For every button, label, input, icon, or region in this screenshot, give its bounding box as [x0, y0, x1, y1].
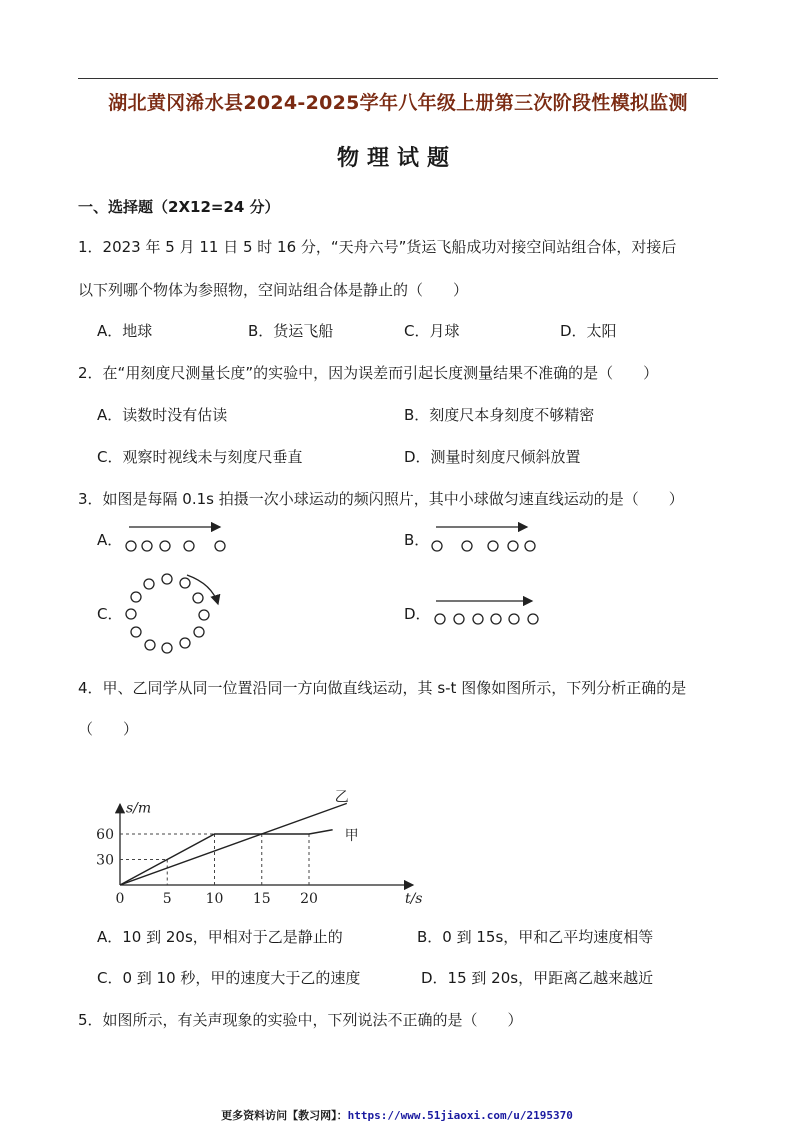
q2-option-b[interactable]: B．刻度尺本身刻度不够精密 — [404, 406, 595, 424]
y-tick-label: 60 — [96, 827, 114, 843]
q5-stem: 5．如图所示，有关声现象的实验中，下列说法不正确的是（ ） — [78, 1011, 523, 1029]
x-tick-label: 15 — [252, 891, 271, 907]
q3-option-a-label[interactable]: A． — [97, 531, 123, 549]
x-tick-label: 0 — [115, 891, 125, 907]
q3-option-c-label[interactable]: C． — [97, 605, 123, 623]
series-line-jia — [120, 830, 333, 885]
q4-stem-line1: 4．甲、乙同学从同一位置沿同一方向做直线运动，其 s-t 图像如图所示，下列分析正确的是 — [78, 679, 687, 697]
x-tick-label: 5 — [162, 891, 172, 907]
exam-banner: 湖北黄冈浠水县2024-2025学年八年级上册第三次阶段性模拟监测 — [108, 92, 688, 114]
q2-option-a[interactable]: A．读数时没有估读 — [97, 406, 228, 424]
series-label: 乙 — [334, 789, 349, 806]
series-label: 甲 — [344, 827, 359, 844]
footer-link[interactable]: https://www.51jiaoxi.com/u/2195370 — [347, 1109, 573, 1122]
q4-stem-line2: （ ） — [78, 720, 139, 738]
page-title: 物理试题 — [336, 145, 457, 171]
x-tick-label: 20 — [300, 891, 318, 907]
q4-option-a[interactable]: A．10 到 20s，甲相对于乙是静止的 — [97, 928, 343, 946]
series-line-yi — [120, 803, 347, 885]
q3-option-d-label[interactable]: D． — [404, 605, 431, 623]
section-heading: 一、选择题（2X12=24 分） — [78, 198, 280, 216]
q2-stem: 2．在“用刻度尺测量长度”的实验中，因为误差而引起长度测量结果不准确的是（ ） — [78, 364, 659, 382]
x-tick-label: 10 — [205, 891, 224, 907]
footer-prefix: 更多资料访问【教习网】： — [221, 1109, 348, 1122]
x-axis-label: t/s — [404, 891, 423, 907]
q4-option-c[interactable]: C．0 到 10 秒，甲的速度大于乙的速度 — [97, 969, 361, 987]
y-tick-label: 30 — [96, 852, 114, 869]
q1-option-a[interactable]: A．地球 — [97, 322, 153, 340]
y-axis-label: s/m — [126, 800, 152, 817]
q4-option-d[interactable]: D．15 到 20s，甲距离乙越来越近 — [421, 969, 654, 987]
q1-stem-line1: 1．2023 年 5 月 11 日 5 时 16 分，“天舟六号”货运飞船成功对接空间站组合体，对接后 — [78, 238, 677, 256]
q2-option-d[interactable]: D．测量时刻度尺倾斜放置 — [404, 448, 581, 466]
q1-stem-line2: 以下列哪个物体为参照物，空间站组合体是静止的（ ） — [78, 281, 469, 299]
q1-option-c[interactable]: C．月球 — [404, 322, 460, 340]
q1-option-b[interactable]: B．货运飞船 — [248, 322, 334, 340]
q2-option-c[interactable]: C．观察时视线未与刻度尺垂直 — [97, 448, 303, 466]
q4-option-b[interactable]: B．0 到 15s，甲和乙平均速度相等 — [417, 928, 654, 946]
footer — [0, 1107, 794, 1123]
q3-option-b-label[interactable]: B． — [404, 531, 430, 549]
q1-option-d[interactable]: D．太阳 — [560, 322, 617, 340]
q3-stem: 3．如图是每隔 0.1s 拍摄一次小球运动的频闪照片，其中小球做匀速直线运动的是（ ） — [78, 490, 684, 508]
